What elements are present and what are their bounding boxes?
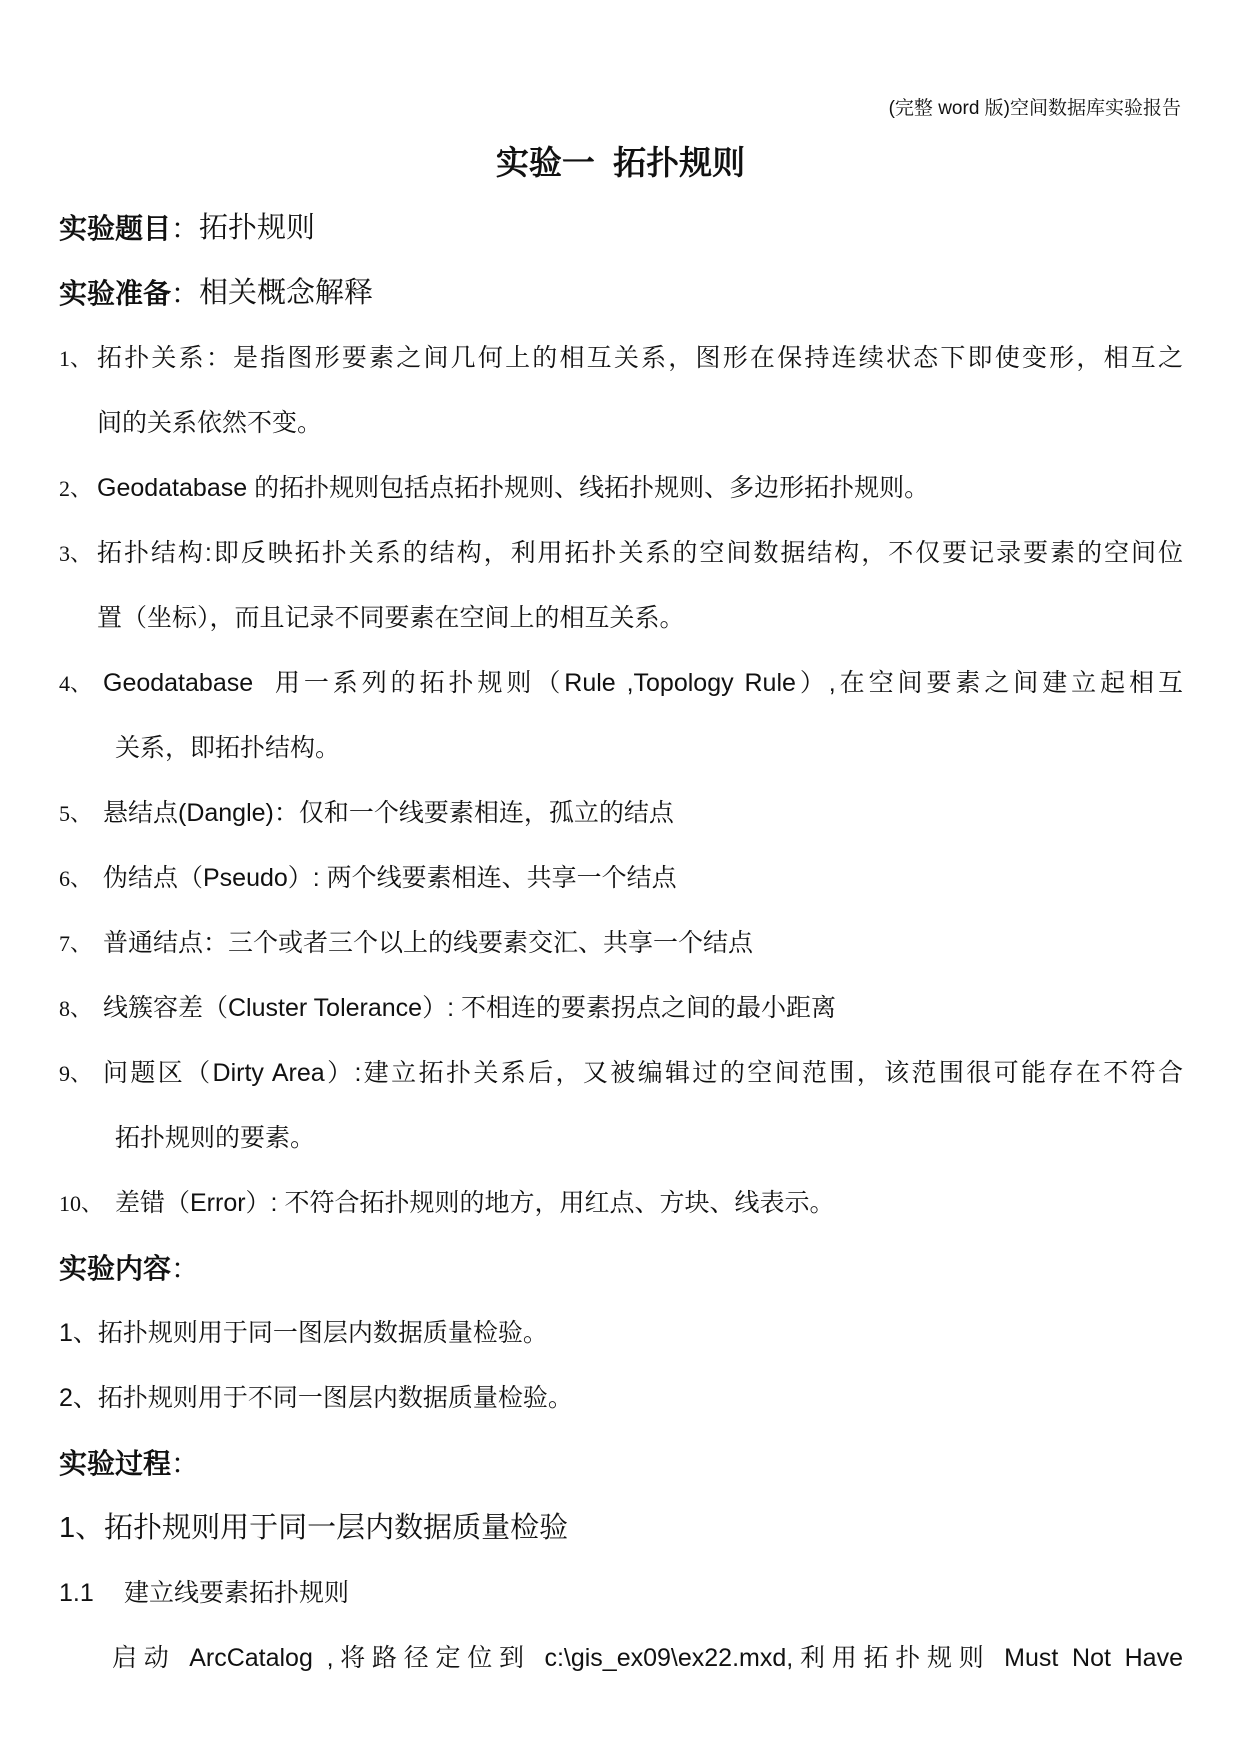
content-item-text: 1、拓扑规则用于同一图层内数据质量检验。 [59,1319,548,1347]
body-paragraph [59,1626,1183,1691]
list-text: 悬结点(Dangle)：仅和一个线要素相连，孤立的结点 [103,799,674,827]
list-item [59,456,1183,521]
list-item [59,326,1183,391]
topic-label: 实验题目 [59,213,172,244]
list-text: 拓扑结构:即反映拓扑关系的结构，利用拓扑关系的空间数据结构，不仅要记录要素的空间位 [97,539,1183,567]
list-text: 间的关系依然不变。 [97,409,323,437]
list-text: 问题区（Dirty Area）:建立拓扑关系后，又被编辑过的空间范围，该范围很可能存在不符合 [103,1059,1183,1087]
document-title: 实验一 拓扑规则 [495,144,746,181]
list-number: 6、 [59,866,93,891]
process-separator: ： [171,1448,200,1479]
section-title: 1、拓扑规则用于同一层内数据质量检验 [59,1512,569,1544]
topic-value: 拓扑规则 [199,212,316,244]
list-text: Geodatabase 用一系列的拓扑规则（Rule ,Topology Rule）,在空间要素之间建立起相互 [103,669,1183,697]
document-body [59,196,1183,1691]
list-item [59,521,1183,586]
list-item [59,846,1183,911]
topic-separator: ： [171,213,200,244]
prep-value: 相关概念解释 [199,277,374,309]
list-number: 2、 [59,476,93,501]
list-item-continuation [59,716,1183,781]
list-number: 3、 [59,541,93,566]
list-item [59,976,1183,1041]
list-item-continuation [59,586,1183,651]
section-heading [59,1496,1183,1561]
list-item [59,781,1183,846]
paragraph-text: 启动 ArcCatalog ,将路径定位到 c:\gis_ex09\ex22.mxd,利用拓扑规则 Must Not Have [112,1644,1183,1672]
list-number: 8、 [59,996,93,1021]
subsection-heading [59,1561,1183,1626]
prep-heading [59,261,1183,326]
list-text: 普通结点：三个或者三个以上的线要素交汇、共享一个结点 [103,929,754,957]
prep-separator: ： [171,278,200,309]
subsection-number: 1.1 [59,1579,94,1607]
list-text: 线簇容差（Cluster Tolerance）: 不相连的要素拐点之间的最小距离 [103,994,836,1022]
list-number: 10、 [59,1191,104,1216]
list-number: 1、 [59,346,93,371]
subsection-title: 建立线要素拓扑规则 [124,1579,350,1607]
list-item [59,911,1183,976]
list-item [59,1041,1183,1106]
list-item [59,651,1183,716]
list-item-continuation [59,391,1183,456]
content-separator: ： [171,1253,200,1284]
prep-label: 实验准备 [59,278,172,309]
process-label: 实验过程 [59,1448,172,1479]
list-number: 5、 [59,801,93,826]
list-text: 置（坐标），而且记录不同要素在空间上的相互关系。 [97,604,685,632]
content-item-text: 2、拓扑规则用于不同一图层内数据质量检验。 [59,1384,573,1412]
running-title: (完整 word 版)空间数据库实验报告 [888,98,1181,119]
list-number: 9、 [59,1061,93,1086]
list-item [59,1171,1183,1236]
list-text: Geodatabase 的拓扑规则包括点拓扑规则、线拓扑规则、多边形拓扑规则。 [97,474,930,502]
list-text: 差错（Error）: 不符合拓扑规则的地方，用红点、方块、线表示。 [115,1189,835,1217]
content-item [59,1366,1183,1431]
list-text: 伪结点（Pseudo）: 两个线要素相连、共享一个结点 [103,864,677,892]
list-number: 4、 [59,671,93,696]
content-item [59,1301,1183,1366]
list-item-continuation [59,1106,1183,1171]
process-heading [59,1431,1183,1496]
content-label: 实验内容 [59,1253,172,1284]
content-heading [59,1236,1183,1301]
list-text: 拓扑规则的要素。 [115,1124,316,1152]
list-number: 7、 [59,931,93,956]
list-text: 拓扑关系：是指图形要素之间几何上的相互关系，图形在保持连续状态下即使变形，相互之 [97,344,1183,372]
list-text: 关系，即拓扑结构。 [115,734,341,762]
topic-heading [59,196,1183,261]
